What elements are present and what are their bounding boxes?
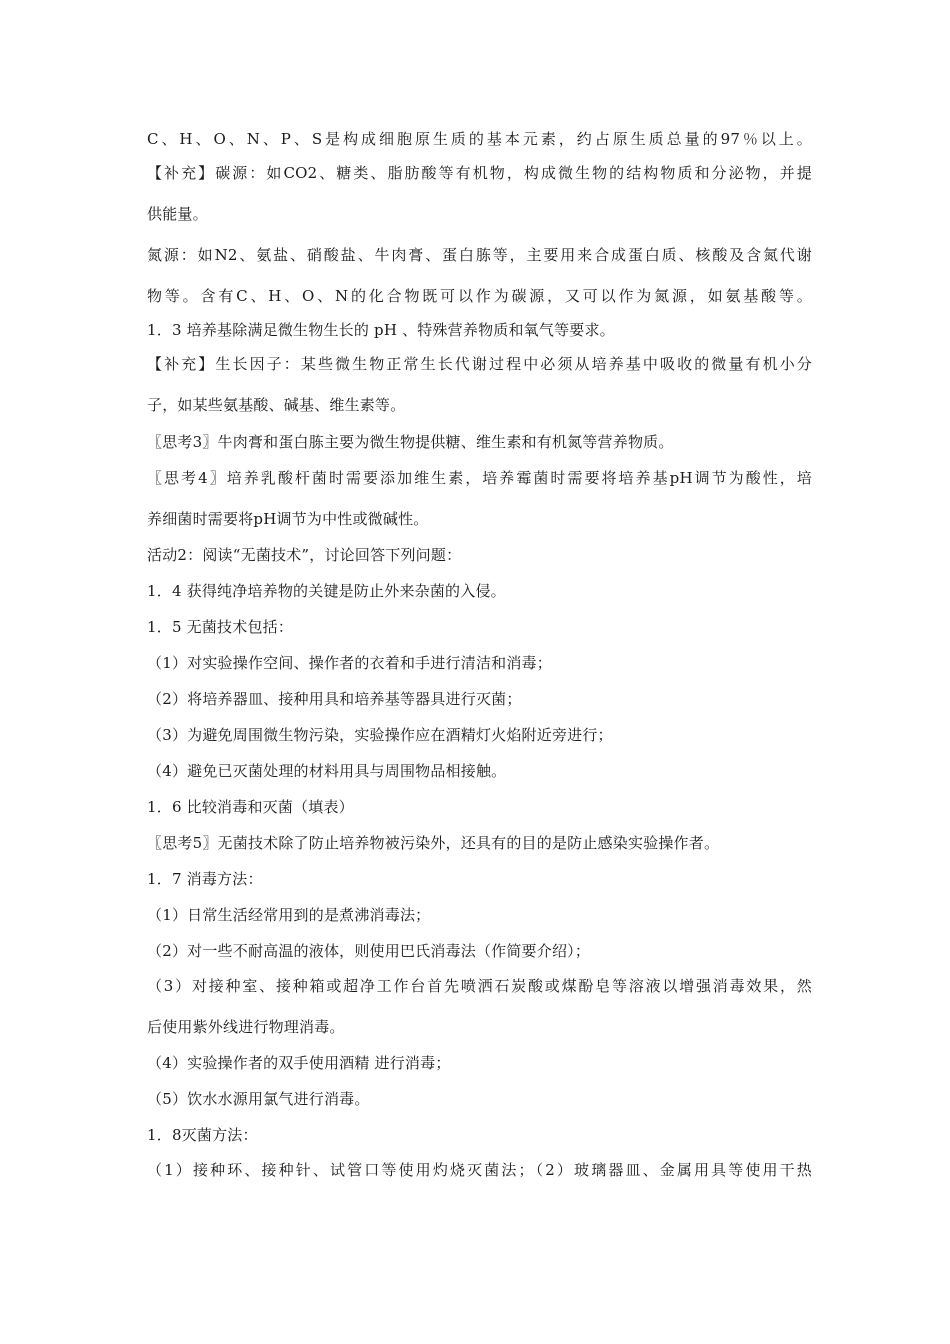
text-line-disinfect-4: （4）实验操作者的双手使用酒精 进行消毒； [147, 1054, 451, 1072]
text-line-sterile-4: （4）避免已灭菌处理的材料用具与周围物品相接触。 [147, 762, 507, 780]
text-line-growth-factor-cont: 子，如某些氨基酸、碱基、维生素等。 [147, 396, 406, 414]
text-line-sterilize-1: （1）接种环、接种针、试管口等使用灼烧灭菌法；（2）玻璃器皿、金属用具等使用干热 [147, 1161, 812, 1179]
text-line-elements: C、H、O、N、P、S是构成细胞原生质的基本元素，约占原生质总量的97％以上。 [147, 130, 812, 148]
text-line-disinfect-3: （3）对接种室、接种箱或超净工作台首先喷洒石炭酸或煤酚皂等溶液以增强消毒效果，然 [147, 977, 812, 995]
text-line-1-8: 1．8灭菌方法： [147, 1126, 258, 1144]
text-line-growth-factor: 【补充】生长因子：某些微生物正常生长代谢过程中必须从培养基中吸收的微量有机小分 [147, 355, 812, 373]
text-line-compounds: 物等。含有C、H、O、N的化合物既可以作为碳源，又可以作为氮源，如氨基酸等。 [147, 287, 812, 305]
text-line-disinfect-5: （5）饮水水源用氯气进行消毒。 [147, 1090, 370, 1108]
text-line-sterile-2: （2）将培养器皿、接种用具和培养基等器具进行灭菌； [147, 690, 522, 708]
text-line-think-5: 〖思考5〗无菌技术除了防止培养物被污染外，还具有的目的是防止感染实验操作者。 [147, 834, 720, 852]
text-line-1-3: 1．3 培养基除满足微生物生长的 pH 、特殊营养物质和氧气等要求。 [147, 321, 615, 339]
text-line-think-4: 〖思考4〗培养乳酸杆菌时需要添加维生素，培养霉菌时需要将培养基pH调节为酸性，培 [147, 469, 812, 487]
text-line-nitrogen-source: 氮源：如N2、氨盐、硝酸盐、牛肉膏、蛋白胨等，主要用来合成蛋白质、核酸及含氮代谢 [147, 246, 812, 264]
text-line-disinfect-3-cont: 后使用紫外线进行物理消毒。 [147, 1018, 345, 1036]
text-line-think-3: 〖思考3〗牛肉膏和蛋白胨主要为微生物提供糖、维生素和有机氮等营养物质。 [147, 433, 674, 451]
text-line-1-4: 1．4 获得纯净培养物的关键是防止外来杂菌的入侵。 [147, 582, 506, 600]
text-line-energy: 供能量。 [147, 205, 208, 223]
text-line-sterile-3: （3）为避免周围微生物污染，实验操作应在酒精灯火焰附近旁进行； [147, 726, 613, 744]
text-line-1-5: 1．5 无菌技术包括： [147, 618, 294, 636]
text-line-disinfect-2: （2）对一些不耐高温的液体，则使用巴氏消毒法（作简要介绍）； [147, 942, 591, 960]
text-line-activity-2: 活动2：阅读“无菌技术”，讨论回答下列问题： [147, 546, 462, 564]
text-line-sterile-1: （1）对实验操作空间、操作者的衣着和手进行清洁和消毒； [147, 654, 552, 672]
text-line-1-6: 1．6 比较消毒和灭菌（填表） [147, 798, 354, 816]
text-line-1-7: 1．7 消毒方法： [147, 870, 263, 888]
text-line-think-4-cont: 养细菌时需要将pH调节为中性或微碱性。 [147, 510, 429, 528]
text-line-disinfect-1: （1）日常生活经常用到的是煮沸消毒法； [147, 906, 431, 924]
text-line-carbon-source: 【补充】碳源：如CO2、糖类、脂肪酸等有机物，构成微生物的结构物质和分泌物，并提 [147, 164, 812, 182]
